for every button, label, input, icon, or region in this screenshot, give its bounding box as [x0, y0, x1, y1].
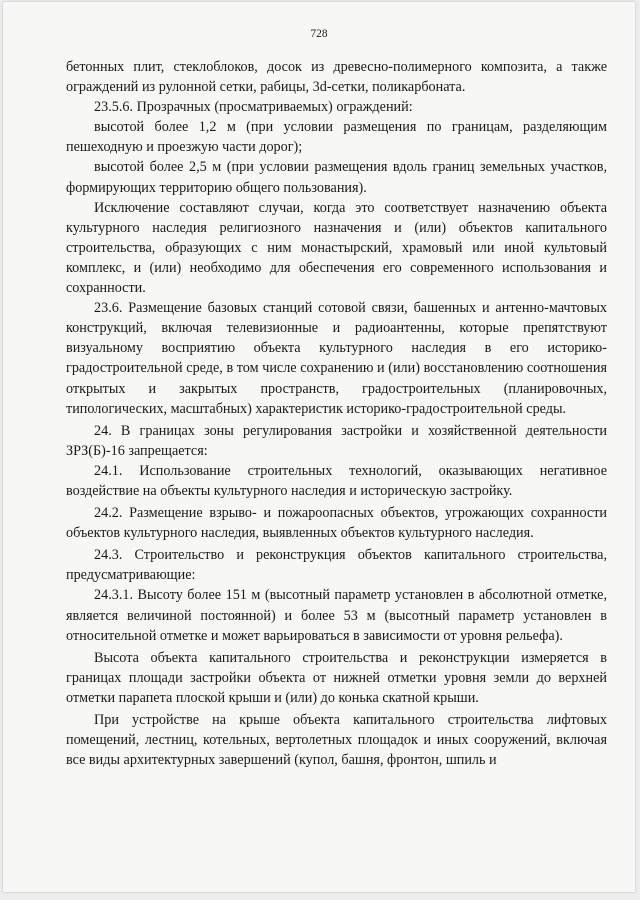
paragraph-continuation: бетонных плит, стеклоблоков, досок из древесно-полимерного композита, а также ограждений из рулонной сетки, рабицы, 3d-сетки, поликарбоната.: [66, 59, 607, 96]
paragraph-24-1: 24.1. Использование строительных технологий, оказывающих негативное воздействие на объекты культурного наследия и историческую застройку.: [66, 462, 607, 499]
document-page: [3, 2, 635, 892]
paragraph-23-5-6: 23.5.6. Прозрачных (просматриваемых) ограждений:: [94, 99, 413, 116]
paragraph-24: 24. В границах зоны регулирования застройки и хозяйственной деятельности ЗРЗ(Б)-16 запрещается:: [66, 422, 607, 459]
paragraph-height-measurement: Высота объекта капитального строительства и реконструкции измеряется в границах площади застройки объекта от нижней отметки уровня земли до верхней отметки парапета плоской крыши и (или) до конька скатной крыши.: [66, 649, 607, 706]
paragraph-24-3: 24.3. Строительство и реконструкция объектов капитального строительства, предусматривающие:: [66, 547, 607, 584]
paragraph-roof-structures: При устройстве на крыше объекта капитального строительства лифтовых помещений, лестниц, котельных, вертолетных площадок и иных сооружений, включая все виды архитектурных завершений (купол, башня, фронтон, шпиль и: [66, 712, 607, 769]
paragraph-height-2-5: высотой более 2,5 м (при условии размещения вдоль границ земельных участков, формирующих территорию общего пользования).: [66, 159, 607, 196]
paragraph-height-1-2: высотой более 1,2 м (при условии размещения по границам, разделяющим пешеходную и проезжую части дорог);: [66, 119, 607, 156]
paragraph-23-6: 23.6. Размещение базовых станций сотовой связи, башенных и антенно-мачтовых конструкций, включая телевизионные и радиоантенны, которые препятствуют визуальному восприятию объекта культурного наследия в его историко-градостроительной среде, в том числе сохранению и (или) восстановлению соотношения открытых и закрытых пространств, градостроительных (планировочных, типологических, масштабных) характеристик историко-градостроительной среды.: [66, 300, 607, 417]
page-number: 728: [310, 28, 328, 40]
paragraph-24-3-1: 24.3.1. Высоту более 151 м (высотный параметр установлен в абсолютной отметке, является величиной постоянной) и более 53 м (высотный параметр установлен в относительной отметке и может варьироваться в зависимости от уровня рельефа).: [66, 587, 607, 644]
paragraph-exception: Исключение составляют случаи, когда это соответствует назначению объекта культурного наследия религиозного назначения и (или) объектов капитального строительства, образующих с ним монастырский, храмовый или иной культовый комплекс, и (или) необходимо для обеспечения его современного использования и сохранности.: [66, 199, 607, 297]
paragraph-24-2: 24.2. Размещение взрыво- и пожароопасных объектов, угрожающих сохранности объектов культурного наследия, выявленных объектов культурного наследия.: [66, 505, 607, 542]
document-body: [66, 57, 607, 770]
